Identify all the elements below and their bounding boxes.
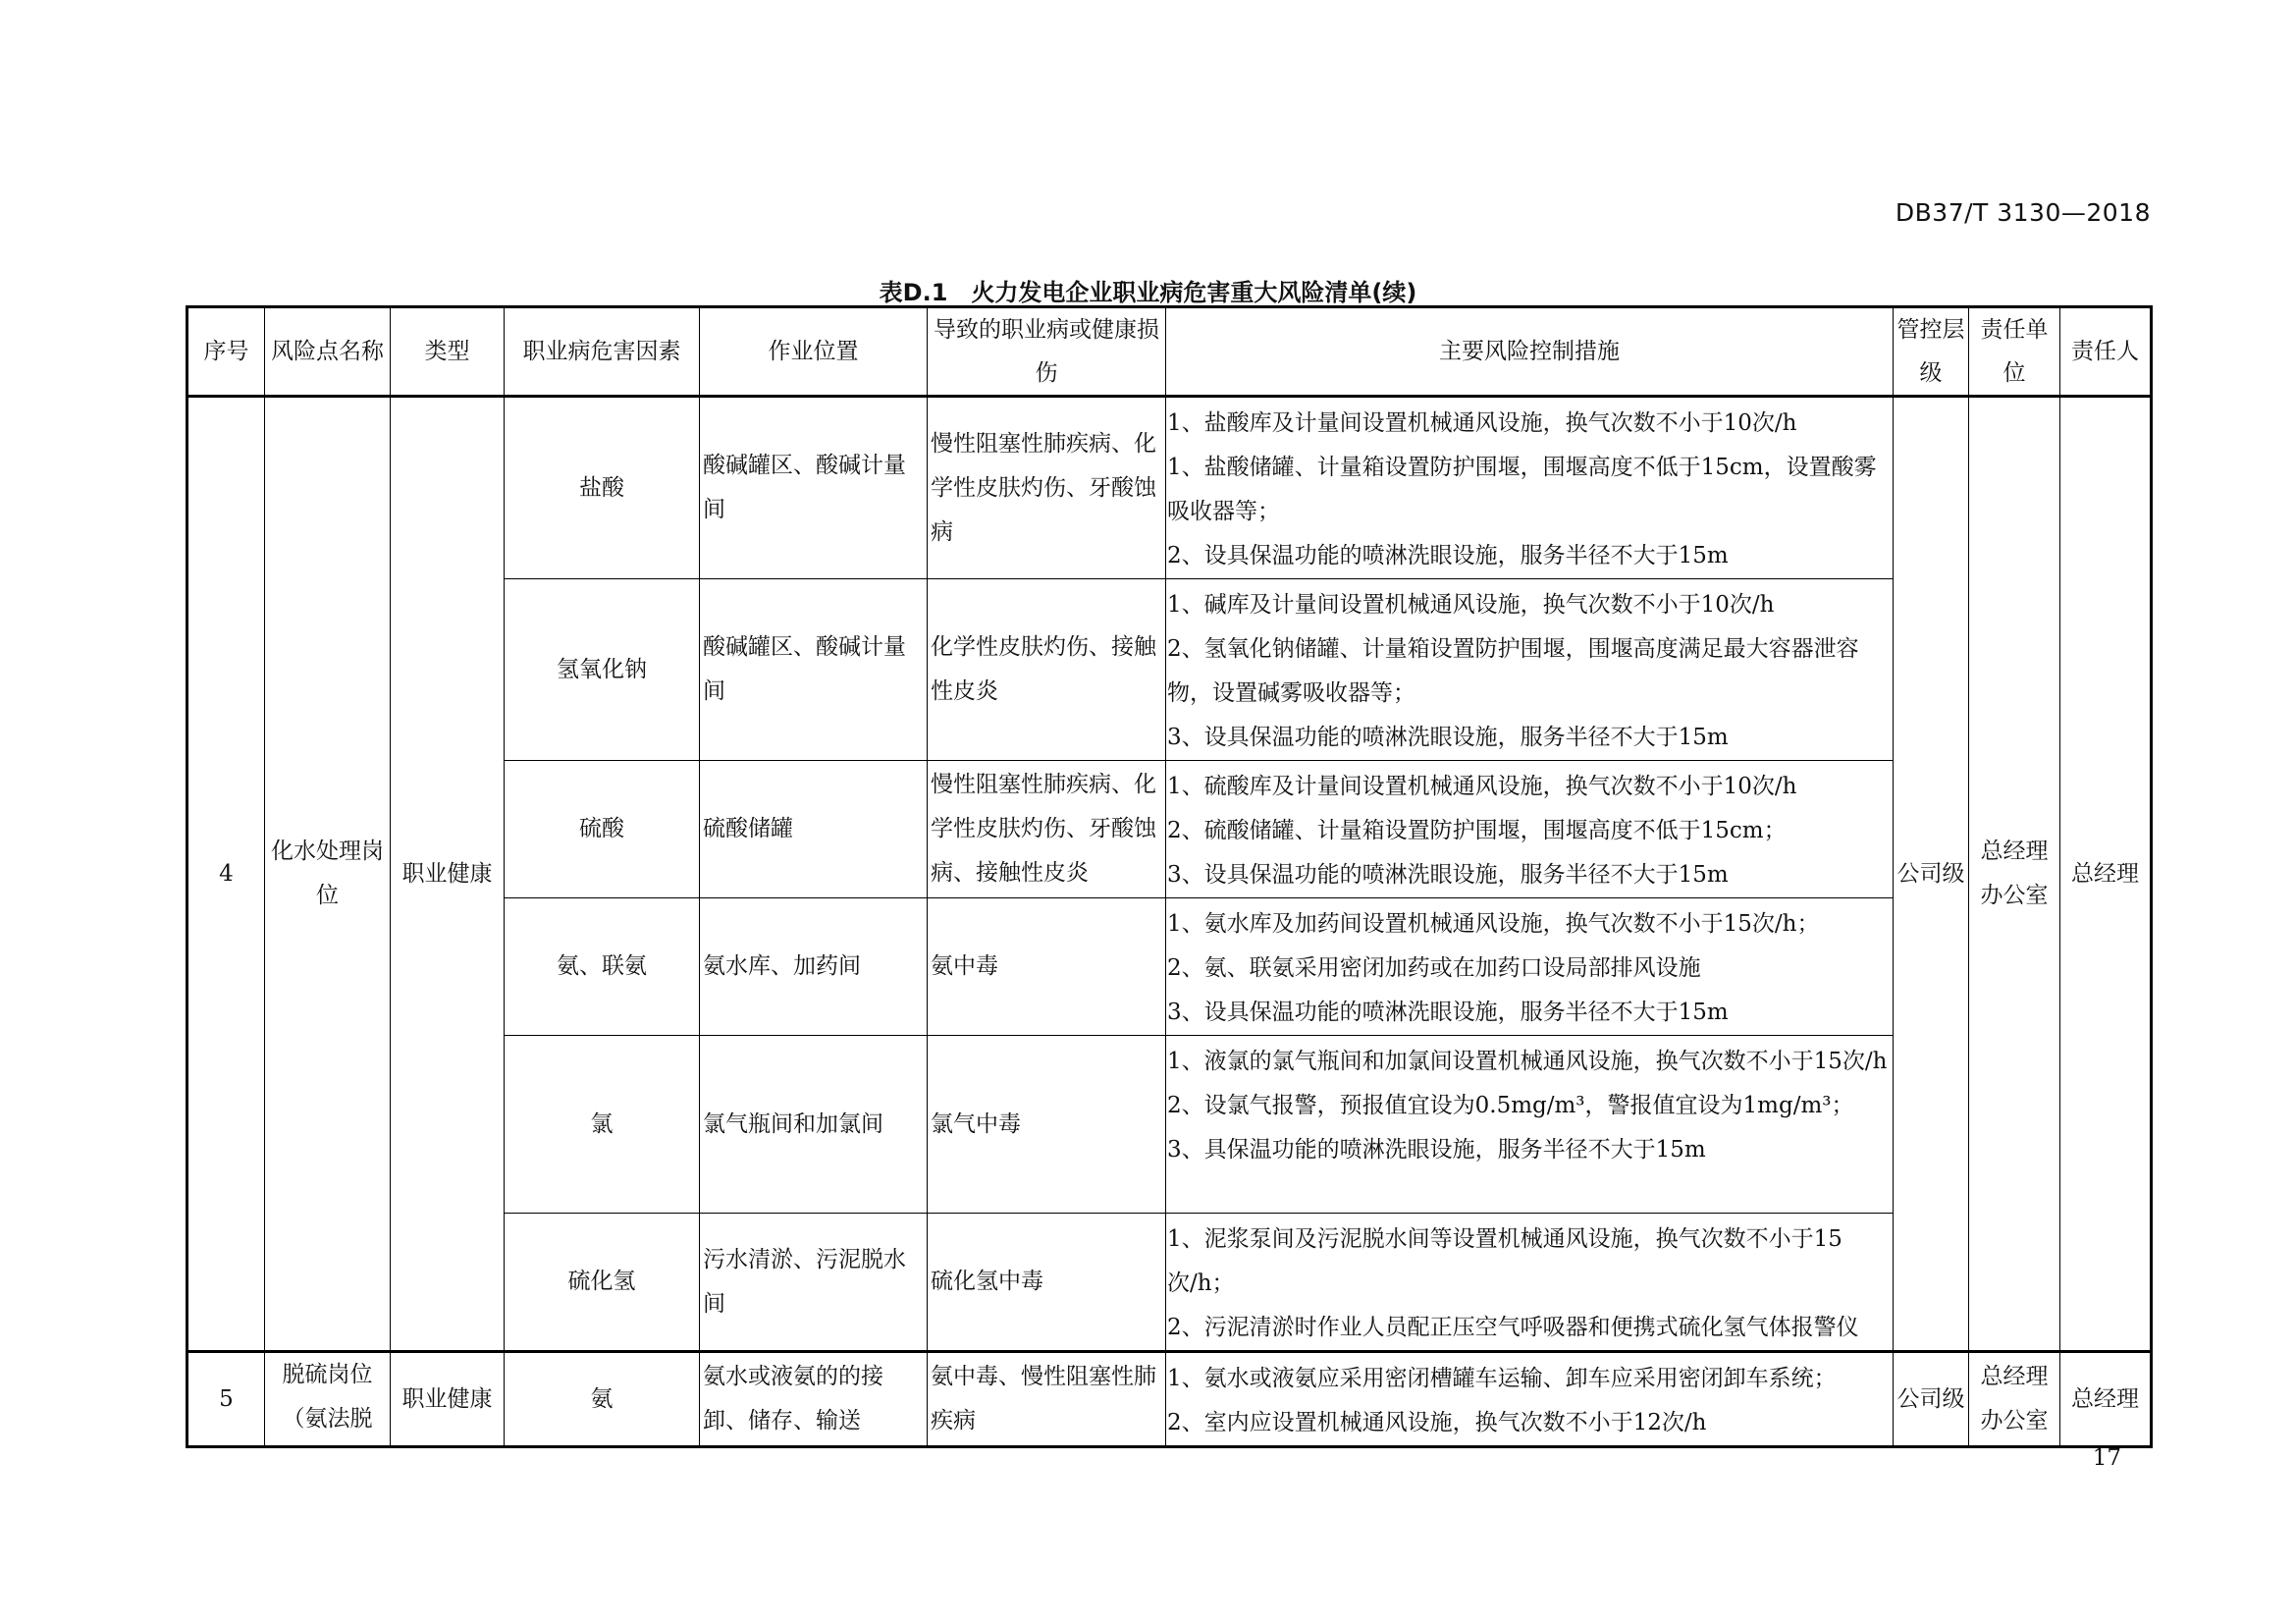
col-header-factor: 职业病危害因素 [505, 307, 700, 397]
row-location: 氨水库、加药间 [700, 898, 928, 1036]
measure-line: 1、氨水或液氨应采用密闭槽罐车运输、卸车应采用密闭卸车系统； [1167, 1366, 1837, 1391]
row-factor: 氨、联氨 [505, 898, 700, 1036]
table-row [187, 1352, 2152, 1447]
col-header-location: 作业位置 [700, 307, 928, 397]
page-number: 17 [2092, 1445, 2121, 1471]
row-disease: 氨中毒、慢性阻塞性肺疾病 [928, 1352, 1166, 1447]
row-factor: 硫化氢 [505, 1214, 700, 1352]
row-disease: 慢性阻塞性肺疾病、化学性皮肤灼伤、牙酸蚀病 [928, 397, 1166, 579]
measure-line: 3、设具保温功能的喷淋洗眼设施，服务半径不大于15m [1167, 725, 1729, 750]
measure-line: 2、设具保温功能的喷淋洗眼设施，服务半径不大于15m [1167, 543, 1729, 568]
col-header-no: 序号 [187, 307, 265, 397]
row-measures [1166, 898, 1894, 1036]
measure-line: 2、硫酸储罐、计量箱设置防护围堰，围堰高度不低于15cm； [1167, 818, 1787, 843]
measure-line: 1、碱库及计量间设置机械通风设施，换气次数不小于10次/h [1167, 592, 1775, 618]
measure-line: 1、盐酸储罐、计量箱设置防护围堰，围堰高度不低于15cm，设置酸雾吸收器等； [1167, 455, 1877, 524]
row-location: 硫酸储罐 [700, 761, 928, 898]
row-no: 5 [187, 1352, 265, 1447]
row-no: 4 [187, 397, 265, 1352]
row-disease: 硫化氢中毒 [928, 1214, 1166, 1352]
row-measures [1166, 1214, 1894, 1352]
row-measures [1166, 1352, 1894, 1447]
table-row [187, 397, 2152, 579]
measure-line: 2、设氯气报警，预报值宜设为0.5mg/m³，警报值宜设为1mg/m³； [1167, 1093, 1854, 1118]
measure-line: 2、室内应设置机械通风设施，换气次数不小于12次/h [1167, 1410, 1707, 1435]
measure-line: 2、氨、联氨采用密闭加药或在加药口设局部排风设施 [1167, 955, 1701, 981]
row-person: 总经理 [2060, 1352, 2152, 1447]
row-measures [1166, 1036, 1894, 1214]
row-factor: 氨 [505, 1352, 700, 1447]
row-person: 总经理 [2060, 397, 2152, 1352]
col-header-measures: 主要风险控制措施 [1166, 307, 1894, 397]
standard-number: DB37/T 3130—2018 [1895, 198, 2151, 227]
row-disease: 氯气中毒 [928, 1036, 1166, 1214]
measure-line: 3、具保温功能的喷淋洗眼设施，服务半径不大于15m [1167, 1137, 1706, 1163]
measure-line: 2、污泥清淤时作业人员配正压空气呼吸器和便携式硫化氢气体报警仪 [1167, 1315, 1859, 1340]
col-header-person: 责任人 [2060, 307, 2152, 397]
row-risk-point: 化水处理岗位 [265, 397, 391, 1352]
table-header-row [187, 307, 2152, 397]
row-disease: 氨中毒 [928, 898, 1166, 1036]
risk-table [186, 305, 2153, 1448]
row-measures [1166, 397, 1894, 579]
row-level: 公司级 [1894, 397, 1969, 1352]
measure-line: 1、盐酸库及计量间设置机械通风设施，换气次数不小于10次/h [1167, 410, 1797, 436]
row-type: 职业健康 [391, 397, 505, 1352]
row-factor: 氢氧化钠 [505, 579, 700, 761]
measure-line: 3、设具保温功能的喷淋洗眼设施，服务半径不大于15m [1167, 1000, 1729, 1025]
row-unit: 总经理办公室 [1969, 397, 2060, 1352]
row-measures [1166, 761, 1894, 898]
row-location: 污水清淤、污泥脱水间 [700, 1214, 928, 1352]
row-location: 酸碱罐区、酸碱计量间 [700, 397, 928, 579]
col-header-disease: 导致的职业病或健康损伤 [928, 307, 1166, 397]
col-header-type: 类型 [391, 307, 505, 397]
measure-line: 3、设具保温功能的喷淋洗眼设施，服务半径不大于15m [1167, 862, 1729, 888]
row-risk-point: 脱硫岗位（氨法脱 [265, 1352, 391, 1447]
col-header-unit: 责任单位 [1969, 307, 2060, 397]
measure-line: 1、硫酸库及计量间设置机械通风设施，换气次数不小于10次/h [1167, 774, 1797, 799]
row-location: 氯气瓶间和加氯间 [700, 1036, 928, 1214]
measure-line: 2、氢氧化钠储罐、计量箱设置防护围堰，围堰高度满足最大容器泄容物，设置碱雾吸收器等； [1167, 636, 1859, 706]
row-unit: 总经理办公室 [1969, 1352, 2060, 1447]
row-factor: 硫酸 [505, 761, 700, 898]
row-location: 酸碱罐区、酸碱计量间 [700, 579, 928, 761]
measure-line: 1、液氯的氯气瓶间和加氯间设置机械通风设施，换气次数不小于15次/h [1167, 1049, 1888, 1074]
col-header-level: 管控层级 [1894, 307, 1969, 397]
row-disease: 慢性阻塞性肺疾病、化学性皮肤灼伤、牙酸蚀病、接触性皮炎 [928, 761, 1166, 898]
col-header-risk-point: 风险点名称 [265, 307, 391, 397]
row-disease: 化学性皮肤灼伤、接触性皮炎 [928, 579, 1166, 761]
row-location: 氨水或液氨的的接卸、储存、输送 [700, 1352, 928, 1447]
measure-line: 1、泥浆泵间及污泥脱水间等设置机械通风设施，换气次数不小于15次/h； [1167, 1226, 1842, 1296]
measure-line: 1、氨水库及加药间设置机械通风设施，换气次数不小于15次/h； [1167, 911, 1820, 937]
table-title: 表D.1 火力发电企业职业病危害重大风险清单(续) [879, 279, 1417, 306]
row-factor: 盐酸 [505, 397, 700, 579]
row-level: 公司级 [1894, 1352, 1969, 1447]
row-factor: 氯 [505, 1036, 700, 1214]
row-type: 职业健康 [391, 1352, 505, 1447]
row-measures [1166, 579, 1894, 761]
